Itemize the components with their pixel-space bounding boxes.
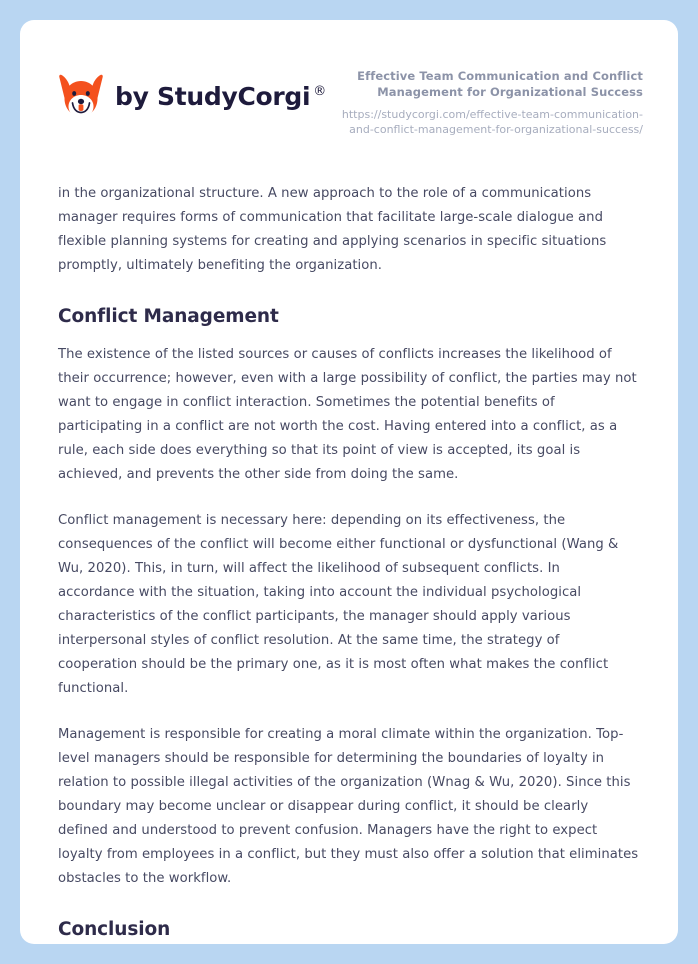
document-page-card	[20, 20, 678, 944]
brand-wordmark	[115, 81, 326, 111]
document-url[interactable]: https://studycorgi.com/effective-team-communication-and-conflict-management-for-organizational-success/	[341, 107, 643, 137]
corgi-face-icon	[58, 72, 104, 120]
document-header	[20, 20, 678, 138]
intro-paragraph: in the organizational structure. A new approach to the role of a communications manager requires forms of communication that facilitate large-scale dialogue and flexible planning systems for creating and applying scenarios in specific situations promptly, ultimately benefiting the organization.	[58, 185, 607, 273]
paragraph: The existence of the listed sources or causes of conflicts increases the likelihood of their occurrence; however, even with a large possibility of conflict, the parties may not want to engage in conflict interaction. Sometimes the potential benefits of participating in a conflict are not worth the cost. Having entered into a conflict, as a rule, each side does everything so that its point of view is accepted, its goal is achieved, and prevents the other side from doing the same.	[58, 346, 637, 483]
document-body	[20, 182, 678, 940]
document-meta	[326, 62, 643, 138]
brand-name-text: by StudyCorgi	[115, 81, 311, 111]
document-title: Effective Team Communication and Conflict Management for Organizational Success	[357, 69, 643, 100]
registered-trademark-icon: ®	[313, 83, 326, 99]
paragraph: Conflict management is necessary here: depending on its effectiveness, the consequences of the conflict will become either functional or dysfunctional (Wang & Wu, 2020). This, in turn, will affect the likelihood of subsequent conflicts. In accordance with the situation, taking into account the individual psychological characteristics of the conflict participants, the manager should apply various interpersonal styles of conflict resolution. At the same time, the strategy of cooperation should be the primary one, as it is most often what makes the conflict functional.	[58, 513, 619, 697]
section-heading-conflict-management: Conflict Management	[58, 305, 279, 327]
paragraph: Management is responsible for creating a moral climate within the organization. Top-level managers should be responsible for determining the boundaries of loyalty in relation to possible illegal activities of the organization (Wnag & Wu, 2020). Since this boundary may become unclear or disappear during conflict, it should be clearly defined and understood to prevent confusion. Managers have the right to expect loyalty from employees in a conflict, but they must also offer a solution that eliminates obstacles to the workflow.	[58, 727, 639, 887]
section-heading-conclusion: Conclusion	[58, 919, 171, 941]
brand-logo-group[interactable]	[58, 62, 326, 120]
